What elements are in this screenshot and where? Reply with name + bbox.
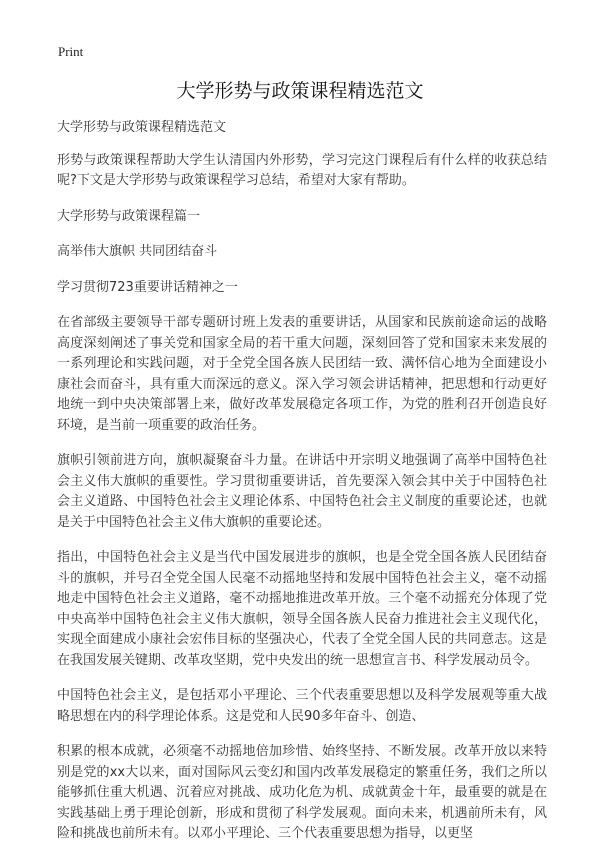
article-series-label: 学习贯彻723重要讲话精神之一: [57, 279, 238, 295]
page-title: 大学形势与政策课程精选范文: [176, 80, 424, 102]
body-paragraph: 积累的根本成就，必须毫不动摇地倍加珍惜、始终坚持、不断发展。改革开放以来特别是党的xx大以来，面对国际风云变幻和国内改革发展稳定的繁重任务，我们之所以能够抓住重大机遇、沉着应对挑战、成功化危为机、成就黄金十年，最重要的就是在实践基础上勇于理论创新，形成和贯彻了科学发展观。面向未来，机遇前所未有，风险和挑战也前所未有。以邓小平理论、三个代表重要思想为指导，以更坚: [57, 744, 547, 841]
print-link[interactable]: Print: [58, 44, 84, 59]
article-headline: 高举伟大旗帜 共同团结奋斗: [57, 244, 218, 259]
article-subtitle: 大学形势与政策课程精选范文: [57, 120, 227, 135]
body-paragraph: 中国特色社会主义，是包括邓小平理论、三个代表重要思想以及科学发展观等重大战略思想在内的科学理论体系。这是党和人民90多年奋斗、创造、: [57, 688, 547, 724]
body-paragraph: 指出，中国特色社会主义是当代中国发展进步的旗帜，也是全党全国各族人民团结奋斗的旗帜，并号召全党全国人民毫不动摇地坚持和发展中国特色社会主义，毫不动摇地走中国特色社会主义道路，毫不动摇地推进改革开放。三个毫不动摇充分体现了党中央高举中国特色社会主义伟大旗帜，领导全国各族人民奋力推进社会主义现代化，实现全面建成小康社会宏伟目标的坚强决心，代表了全党全国人民的共同意志。这是在我国发展关键期、改革攻坚期，党中央发出的统一思想宣言书、科学发展动员令。: [57, 550, 547, 668]
intro-paragraph: 形势与政策课程帮助大学生认清国内外形势，学习完这门课程后有什么样的收获总结呢?下文是大学形势与政策课程学习总结，希望对大家有帮助。: [57, 152, 547, 188]
body-paragraph: 旗帜引领前进方向，旗帜凝聚奋斗力量。在讲话中开宗明义地强调了高举中国特色社会主义伟大旗帜的重要性。学习贯彻重要讲话，首先要深入领会其中关于中国特色社会主义道路、中国特色社会主义理论体系、中国特色社会主义制度的重要论述，也就是关于中国特色社会主义伟大旗帜的重要论述。: [57, 453, 547, 530]
article-body: [57, 118, 547, 860]
body-paragraph: 在省部级主要领导干部专题研讨班上发表的重要讲话，从国家和民族前途命运的战略高度深刻阐述了事关党和国家全局的若干重大问题，深刻回答了党和国家未来发展的一系列理论和实践问题，对于全党全国各族人民团结一致、满怀信心地为全面建设小康社会而奋斗，具有重大而深远的意义。深入学习领会讲话精神，把思想和行动更好地统一到中央决策部署上来，做好改革发展稳定各项工作，为党的胜利召开创造良好环境，是当前一项重要的政治任务。: [57, 315, 547, 433]
section-heading: 大学形势与政策课程篇一: [57, 208, 201, 224]
